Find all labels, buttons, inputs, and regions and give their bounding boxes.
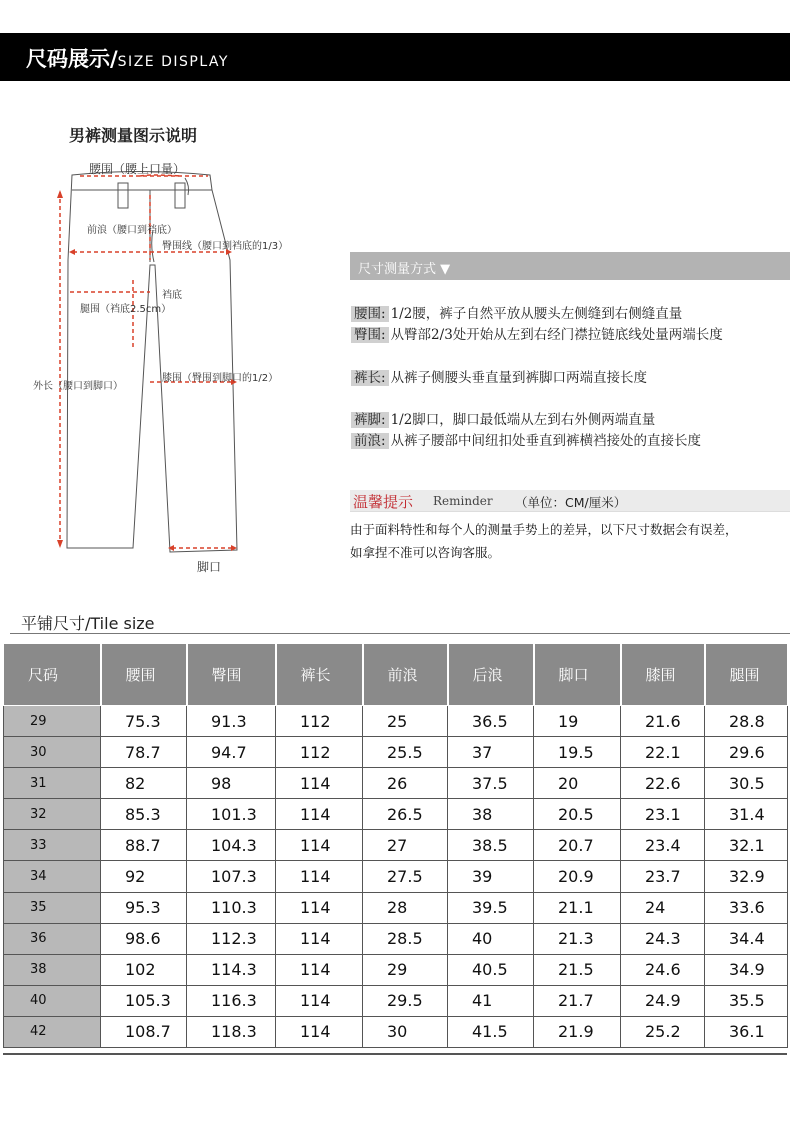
table-header-cell: 腰围 — [101, 644, 187, 706]
table-cell: 20 — [534, 768, 621, 799]
diagram-title: 男裤测量图示说明 — [69, 126, 198, 145]
table-cell: 37.5 — [448, 768, 534, 799]
size-cell: 34 — [4, 861, 101, 892]
method-item-length: 裤长: 从裤子侧腰头垂直量到裤脚口两端直接长度 — [351, 366, 647, 386]
table-row — [4, 706, 788, 737]
table-cell: 114.3 — [187, 954, 276, 985]
table-cell: 29.6 — [705, 737, 788, 768]
table-header-cell: 脚口 — [534, 644, 621, 706]
divider-bottom — [3, 1053, 787, 1055]
table-row — [4, 923, 788, 954]
label-knee: 膝围（臀围到脚口的1/2） — [162, 373, 279, 384]
table-cell: 114 — [276, 923, 363, 954]
table-cell: 78.7 — [101, 737, 187, 768]
table-cell: 114 — [276, 1016, 363, 1047]
table-cell: 41.5 — [448, 1016, 534, 1047]
table-cell: 85.3 — [101, 799, 187, 830]
table-cell: 34.9 — [705, 954, 788, 985]
method-item-hem: 裤脚: 1/2脚口，脚口最低端从左到右外侧两端直量 — [351, 408, 655, 428]
pants-diagram — [0, 120, 330, 580]
table-cell: 102 — [101, 954, 187, 985]
size-cell: 30 — [4, 737, 101, 768]
method-item-waist: 腰围: 1/2腰，裤子自然平放从腰头左侧缝到右侧缝直量 — [351, 302, 682, 322]
table-cell: 114 — [276, 985, 363, 1016]
table-cell: 32.9 — [705, 861, 788, 892]
table-cell: 27 — [363, 830, 448, 861]
table-header-cell: 尺码 — [4, 644, 101, 706]
size-cell: 35 — [4, 892, 101, 923]
table-cell: 19 — [534, 706, 621, 737]
table-cell: 29.5 — [363, 985, 448, 1016]
table-cell: 34.4 — [705, 923, 788, 954]
size-cell: 36 — [4, 923, 101, 954]
table-cell: 37 — [448, 737, 534, 768]
table-cell: 95.3 — [101, 892, 187, 923]
table-cell: 27.5 — [363, 861, 448, 892]
table-cell: 28.8 — [705, 706, 788, 737]
table-cell: 114 — [276, 954, 363, 985]
table-row — [4, 861, 788, 892]
table-cell: 25.5 — [363, 737, 448, 768]
method-bar — [350, 252, 790, 280]
table-cell: 40 — [448, 923, 534, 954]
label-hem: 脚口 — [197, 560, 222, 574]
table-row — [4, 737, 788, 768]
table-cell: 104.3 — [187, 830, 276, 861]
table-cell: 107.3 — [187, 861, 276, 892]
reminder-line-2: 如拿捏不准可以咨询客服。 — [350, 545, 501, 560]
table-cell: 88.7 — [101, 830, 187, 861]
table-cell: 26.5 — [363, 799, 448, 830]
method-item-hip: 臀围: 从臀部2/3处开始从左到右经门襟拉链底线处量两端长度 — [351, 323, 723, 343]
table-cell: 41 — [448, 985, 534, 1016]
table-cell: 20.7 — [534, 830, 621, 861]
label-crotch: 裆底 — [162, 290, 182, 301]
label-waist: 腰围（腰上口量） — [89, 162, 186, 176]
table-cell: 24.9 — [621, 985, 705, 1016]
table-cell: 91.3 — [187, 706, 276, 737]
table-cell: 40.5 — [448, 954, 534, 985]
table-cell: 25 — [363, 706, 448, 737]
table-cell: 39.5 — [448, 892, 534, 923]
table-cell: 114 — [276, 861, 363, 892]
table-cell: 21.6 — [621, 706, 705, 737]
label-outseam: 外长（腰口到脚口） — [33, 381, 123, 392]
table-cell: 98.6 — [101, 923, 187, 954]
table-cell: 24.6 — [621, 954, 705, 985]
table-row — [4, 799, 788, 830]
size-cell: 29 — [4, 706, 101, 737]
table-cell: 31.4 — [705, 799, 788, 830]
table-cell: 32.1 — [705, 830, 788, 861]
method-bar-label: 尺寸测量方式 ▼ — [358, 262, 451, 277]
table-cell: 23.7 — [621, 861, 705, 892]
table-cell: 26 — [363, 768, 448, 799]
size-cell: 40 — [4, 985, 101, 1016]
tile-title: 平铺尺寸/Tile size — [21, 614, 155, 633]
size-cell: 31 — [4, 768, 101, 799]
table-cell: 112 — [276, 737, 363, 768]
title-cn: 尺码展示/ — [26, 47, 118, 71]
table-cell: 110.3 — [187, 892, 276, 923]
table-cell: 75.3 — [101, 706, 187, 737]
header-bar — [0, 33, 790, 81]
table-cell: 21.1 — [534, 892, 621, 923]
page-title — [26, 43, 229, 73]
table-cell: 112.3 — [187, 923, 276, 954]
divider — [10, 633, 790, 634]
reminder-bar — [350, 490, 790, 512]
table-cell: 20.9 — [534, 861, 621, 892]
title-en: SIZE DISPLAY — [117, 54, 229, 70]
table-cell: 20.5 — [534, 799, 621, 830]
table-cell: 114 — [276, 830, 363, 861]
table-cell: 21.7 — [534, 985, 621, 1016]
size-table — [3, 643, 789, 1048]
table-cell: 23.1 — [621, 799, 705, 830]
table-cell: 30.5 — [705, 768, 788, 799]
table-header-cell: 膝围 — [621, 644, 705, 706]
table-cell: 29 — [363, 954, 448, 985]
table-cell: 112 — [276, 706, 363, 737]
table-cell: 25.2 — [621, 1016, 705, 1047]
table-row — [4, 892, 788, 923]
table-cell: 101.3 — [187, 799, 276, 830]
table-header-row — [4, 644, 788, 706]
table-cell: 116.3 — [187, 985, 276, 1016]
size-cell: 42 — [4, 1016, 101, 1047]
table-cell: 38.5 — [448, 830, 534, 861]
table-header-cell: 腿围 — [705, 644, 788, 706]
table-cell: 114 — [276, 892, 363, 923]
table-cell: 22.1 — [621, 737, 705, 768]
table-cell: 22.6 — [621, 768, 705, 799]
size-cell: 33 — [4, 830, 101, 861]
table-cell: 39 — [448, 861, 534, 892]
table-cell: 114 — [276, 799, 363, 830]
reminder-subtitle: Reminder — [433, 494, 493, 508]
table-cell: 36.1 — [705, 1016, 788, 1047]
reminder-line-1: 由于面料特性和每个人的测量手势上的差异，以下尺寸数据会有误差， — [350, 522, 738, 537]
table-cell: 28.5 — [363, 923, 448, 954]
table-cell: 24 — [621, 892, 705, 923]
table-cell: 30 — [363, 1016, 448, 1047]
method-item-front-rise: 前浪: 从裤子腰部中间纽扣处垂直到裤横裆接处的直接长度 — [351, 429, 701, 449]
reminder-title: 温馨提示 — [353, 493, 414, 511]
table-row — [4, 830, 788, 861]
table-row — [4, 1016, 788, 1047]
table-cell: 38 — [448, 799, 534, 830]
table-row — [4, 954, 788, 985]
table-cell: 21.3 — [534, 923, 621, 954]
table-row — [4, 768, 788, 799]
table-cell: 82 — [101, 768, 187, 799]
table-cell: 35.5 — [705, 985, 788, 1016]
table-header-cell: 臀围 — [187, 644, 276, 706]
table-cell: 23.4 — [621, 830, 705, 861]
size-cell: 32 — [4, 799, 101, 830]
table-header-cell: 后浪 — [448, 644, 534, 706]
table-cell: 33.6 — [705, 892, 788, 923]
size-cell: 38 — [4, 954, 101, 985]
reminder-unit: （单位：CM/厘米） — [515, 495, 627, 510]
table-cell: 21.5 — [534, 954, 621, 985]
table-cell: 21.9 — [534, 1016, 621, 1047]
table-cell: 114 — [276, 768, 363, 799]
label-front-rise: 前浪（腰口到裆底） — [87, 225, 177, 236]
table-cell: 105.3 — [101, 985, 187, 1016]
table-cell: 118.3 — [187, 1016, 276, 1047]
table-cell: 94.7 — [187, 737, 276, 768]
table-header-cell: 前浪 — [363, 644, 448, 706]
table-cell: 19.5 — [534, 737, 621, 768]
table-cell: 92 — [101, 861, 187, 892]
table-header-cell: 裤长 — [276, 644, 363, 706]
table-cell: 98 — [187, 768, 276, 799]
label-thigh: 腿围（裆底2.5cm） — [80, 304, 172, 315]
table-cell: 24.3 — [621, 923, 705, 954]
table-cell: 28 — [363, 892, 448, 923]
table-cell: 36.5 — [448, 706, 534, 737]
table-cell: 108.7 — [101, 1016, 187, 1047]
table-row — [4, 985, 788, 1016]
label-hip: 臀围线（腰口到裆底的1/3） — [162, 241, 289, 252]
